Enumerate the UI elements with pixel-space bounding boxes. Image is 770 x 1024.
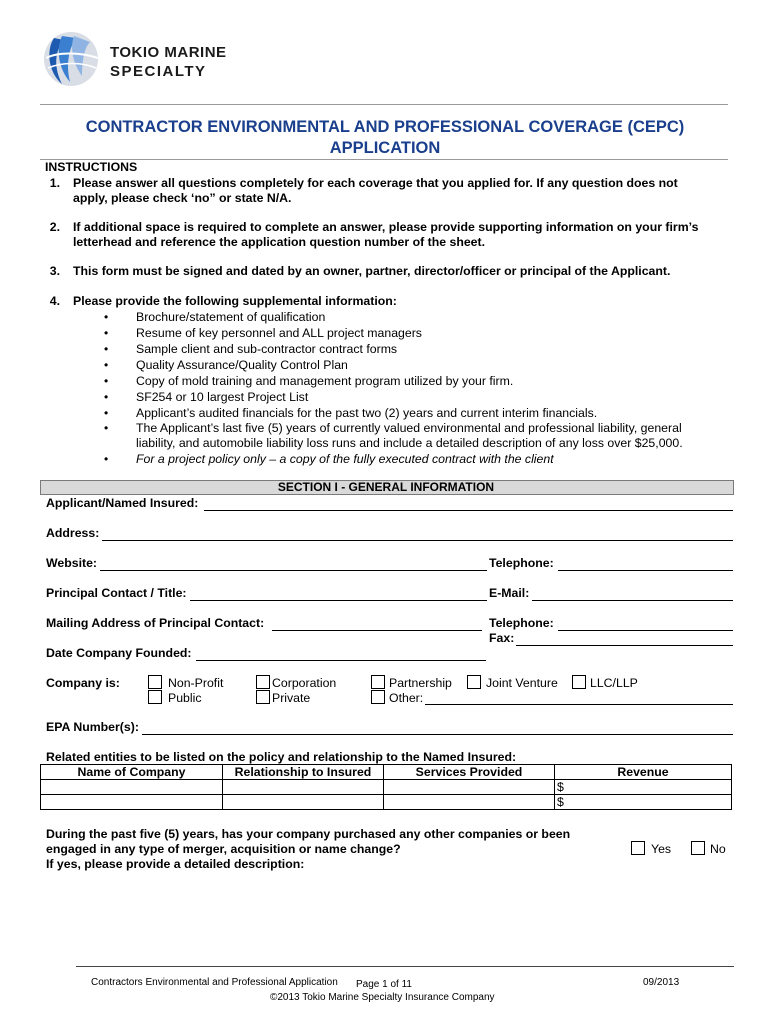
form-title-line-2: APPLICATION xyxy=(329,139,441,157)
bullet-icon: • xyxy=(104,342,109,356)
other-field[interactable] xyxy=(425,704,733,705)
footer-divider xyxy=(76,966,734,967)
related-entities-label: Related entities to be listed on the policy and relationship to the Named Insured: xyxy=(46,750,517,764)
llc-label: LLC/LLP xyxy=(590,676,638,690)
applicant-label: Applicant/Named Insured: xyxy=(46,496,199,510)
instruction-1-line-1: Please answer all questions completely for each coverage that you applied for. If any question does not xyxy=(73,176,678,190)
public-checkbox[interactable] xyxy=(148,690,162,704)
table-cell[interactable] xyxy=(384,780,555,795)
yes-label: Yes xyxy=(651,842,672,856)
column-header-revenue: Revenue xyxy=(555,765,732,780)
bullet-icon: • xyxy=(104,421,109,435)
supplemental-item: Applicant’s audited financials for the past two (2) years and current interim financials. xyxy=(136,406,598,420)
joint-venture-label: Joint Venture xyxy=(486,676,558,690)
logo-line-2: SPECIALTY xyxy=(110,63,207,80)
instruction-2-line-2: letterhead and reference the application question number of the sheet. xyxy=(73,235,486,249)
bullet-icon: • xyxy=(104,406,109,420)
bullet-icon: • xyxy=(104,452,109,466)
logo-globe-icon xyxy=(40,28,102,90)
corporation-label: Corporation xyxy=(272,676,337,690)
bullet-icon: • xyxy=(104,390,109,404)
title-divider xyxy=(40,159,728,160)
applicant-field[interactable] xyxy=(204,510,733,511)
mailing-address-label: Mailing Address of Principal Contact: xyxy=(46,616,265,630)
supplemental-item-continued: liability, and automobile liability loss runs and include a detailed description of any loss over $25,000. xyxy=(136,436,683,450)
epa-field[interactable] xyxy=(142,734,733,735)
telephone-field[interactable] xyxy=(558,570,733,571)
public-label: Public xyxy=(168,691,202,705)
nonprofit-checkbox[interactable] xyxy=(148,675,162,689)
revenue-cell[interactable]: $ xyxy=(555,780,732,795)
principal-contact-field[interactable] xyxy=(190,600,487,601)
nonprofit-label: Non-Profit xyxy=(168,676,224,690)
table-cell[interactable] xyxy=(223,780,384,795)
address-field[interactable] xyxy=(102,540,733,541)
telephone2-field[interactable] xyxy=(558,630,733,631)
partnership-label: Partnership xyxy=(389,676,452,690)
instruction-4-line-1: Please provide the following supplemental information: xyxy=(73,294,397,308)
table-cell[interactable] xyxy=(384,795,555,810)
bullet-icon: • xyxy=(104,326,109,340)
supplemental-item: Brochure/statement of qualification xyxy=(136,310,326,324)
table-cell[interactable] xyxy=(223,795,384,810)
date-founded-field[interactable] xyxy=(196,660,486,661)
footer-copyright: ©2013 Tokio Marine Specialty Insurance Company xyxy=(270,992,495,1003)
instruction-2-line-1: If additional space is required to complete an answer, please provide supporting information on your firm’s xyxy=(73,220,699,234)
column-header-services: Services Provided xyxy=(384,765,555,780)
table-cell[interactable] xyxy=(41,780,223,795)
other-label: Other: xyxy=(389,691,424,705)
website-field[interactable] xyxy=(100,570,487,571)
bullet-icon: • xyxy=(104,358,109,372)
supplemental-item: For a project policy only – a copy of the fully executed contract with the client xyxy=(136,452,554,466)
table-row xyxy=(41,795,732,810)
instruction-number-3: 3. xyxy=(49,264,60,278)
header-divider xyxy=(40,104,728,105)
telephone-label: Telephone: xyxy=(489,556,554,570)
column-header-relationship: Relationship to Insured xyxy=(223,765,384,780)
form-title-line-1: CONTRACTOR ENVIRONMENTAL AND PROFESSIONAL COVERAGE (CEPC) xyxy=(85,118,685,136)
corporation-checkbox[interactable] xyxy=(256,675,270,689)
date-founded-label: Date Company Founded: xyxy=(46,646,192,660)
instructions-heading: INSTRUCTIONS xyxy=(45,160,138,174)
instruction-3-line-1: This form must be signed and dated by an owner, partner, director/officer or principal of the Applicant. xyxy=(73,264,671,278)
other-checkbox[interactable] xyxy=(371,690,385,704)
fax-field[interactable] xyxy=(516,645,733,646)
supplemental-item: Quality Assurance/Quality Control Plan xyxy=(136,358,348,372)
instruction-1-line-2: apply, please check ‘no” or state N/A. xyxy=(73,191,292,205)
bullet-icon: • xyxy=(104,310,109,324)
table-header-row xyxy=(41,765,732,780)
footer-date: 09/2013 xyxy=(643,977,680,988)
private-checkbox[interactable] xyxy=(256,690,270,704)
instruction-number-1: 1. xyxy=(49,176,60,190)
merger-question-line-2: engaged in any type of merger, acquisition or name change? xyxy=(46,842,401,856)
website-label: Website: xyxy=(46,556,98,570)
telephone2-label: Telephone: xyxy=(489,616,554,630)
supplemental-item: Sample client and sub-contractor contract forms xyxy=(136,342,398,356)
merger-question-line-1: During the past five (5) years, has your company purchased any other companies or been xyxy=(46,827,571,841)
no-label: No xyxy=(710,842,726,856)
supplemental-item: Resume of key personnel and ALL project managers xyxy=(136,326,422,340)
logo-line-1: TOKIO MARINE xyxy=(110,44,227,61)
supplemental-item: Copy of mold training and management program utilized by your firm. xyxy=(136,374,514,388)
email-label: E-Mail: xyxy=(489,586,530,600)
footer-page-number: Page 1 of 11 xyxy=(356,979,412,990)
partnership-checkbox[interactable] xyxy=(371,675,385,689)
no-checkbox[interactable] xyxy=(691,841,705,855)
related-entities-table xyxy=(40,764,732,810)
fax-label: Fax: xyxy=(489,631,515,645)
llc-checkbox[interactable] xyxy=(572,675,586,689)
address-label: Address: xyxy=(46,526,100,540)
company-logo xyxy=(40,28,230,90)
yes-checkbox[interactable] xyxy=(631,841,645,855)
email-field[interactable] xyxy=(532,600,733,601)
section-title: SECTION I - GENERAL INFORMATION xyxy=(277,480,495,494)
company-is-label: Company is: xyxy=(46,676,120,690)
supplemental-item: The Applicant’s last five (5) years of currently valued environmental and professional liability, general xyxy=(136,421,682,435)
footer-form-name: Contractors Environmental and Professional Application xyxy=(91,977,338,988)
form-title xyxy=(20,117,750,159)
epa-label: EPA Number(s): xyxy=(46,720,139,734)
private-label: Private xyxy=(272,691,311,705)
principal-contact-label: Principal Contact / Title: xyxy=(46,586,187,600)
merger-question-line-3: If yes, please provide a detailed description: xyxy=(46,857,305,871)
bullet-icon: • xyxy=(104,374,109,388)
instruction-number-4: 4. xyxy=(49,294,60,308)
instruction-number-2: 2. xyxy=(49,220,60,234)
table-cell[interactable] xyxy=(41,795,223,810)
joint-venture-checkbox[interactable] xyxy=(467,675,481,689)
mailing-address-field[interactable] xyxy=(272,630,482,631)
supplemental-item: SF254 or 10 largest Project List xyxy=(136,390,309,404)
table-row xyxy=(41,780,732,795)
revenue-cell[interactable]: $ xyxy=(555,795,732,810)
column-header-name: Name of Company xyxy=(41,765,223,780)
